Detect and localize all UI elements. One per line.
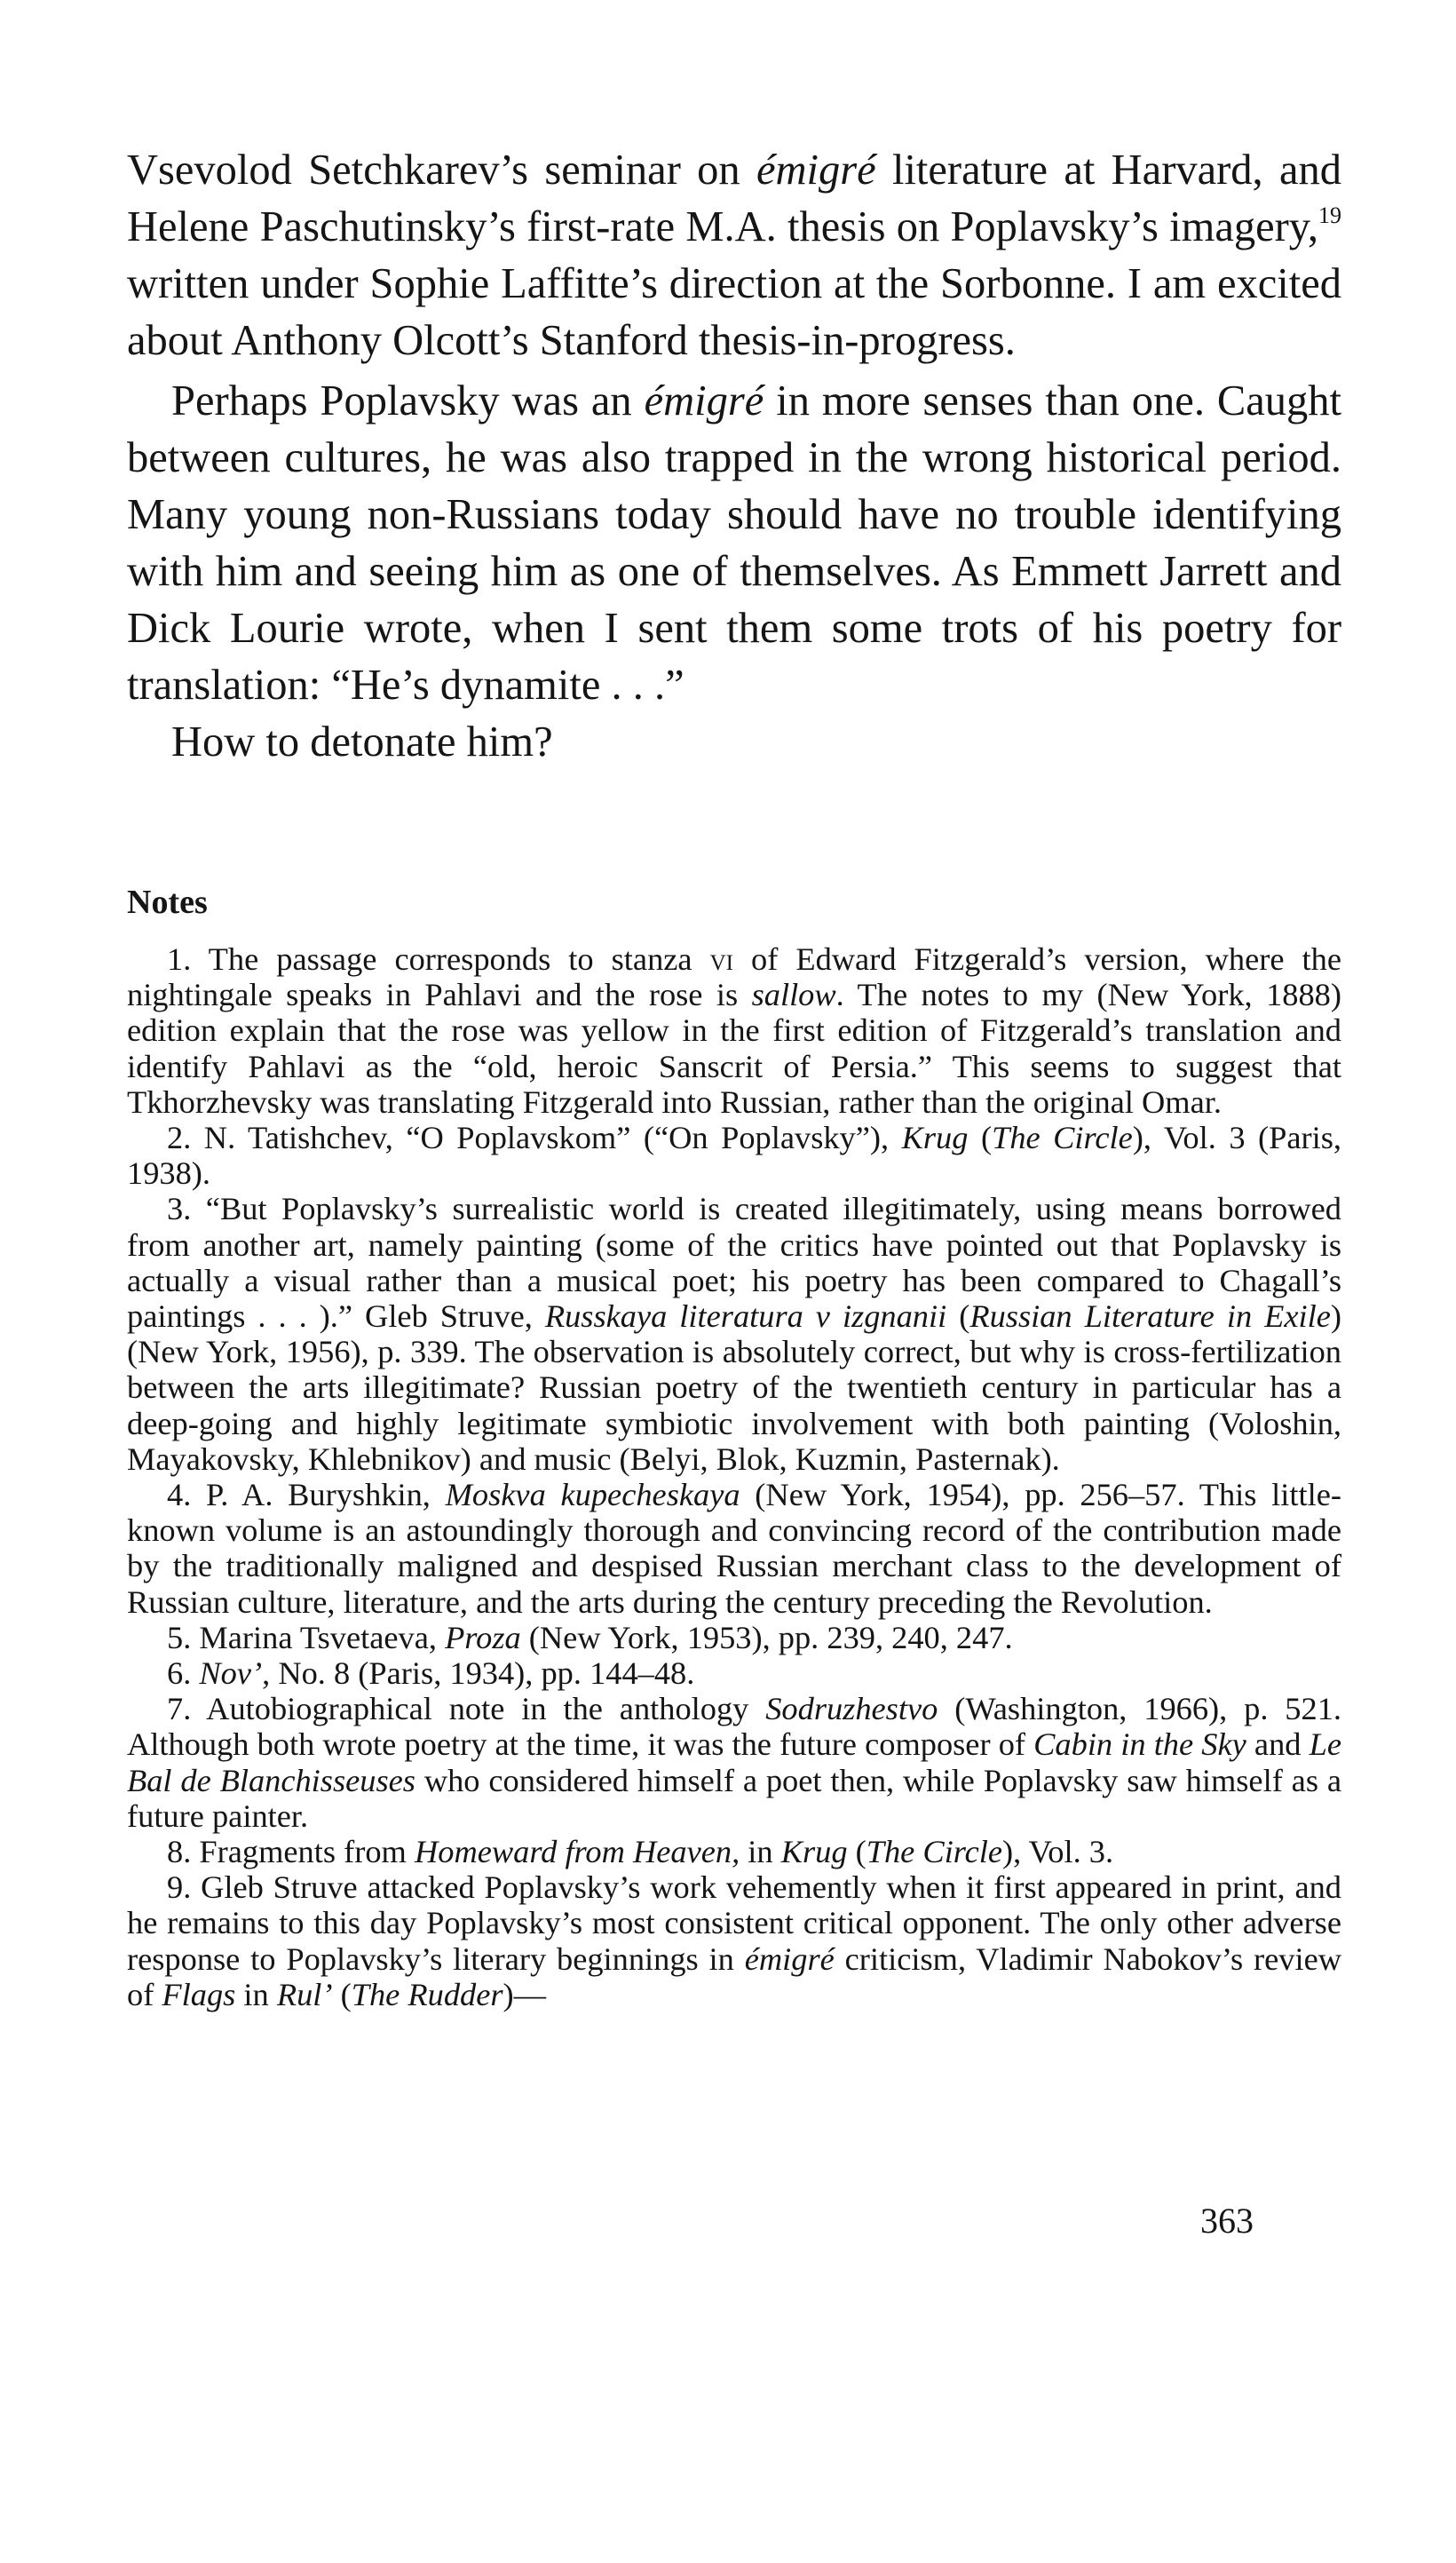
- italic-term: émigré: [756, 147, 876, 194]
- italic-title: Moskva kupecheskaya: [445, 1477, 740, 1513]
- italic-title: The Circle: [866, 1834, 1003, 1870]
- text-span: in: [235, 1976, 277, 2012]
- note-9: [127, 1869, 1341, 2012]
- italic-title: Nov’: [199, 1655, 263, 1692]
- text-span: 6.: [167, 1655, 200, 1692]
- paragraph-3: How to detonate him?: [171, 718, 553, 766]
- text-span: 4. P. A. Buryshkin,: [167, 1477, 446, 1513]
- text-span: who considered himself a poet then, while Poplavsky saw himself as a future painter.: [127, 1762, 1341, 1834]
- text-span: ), Vol. 3 (Paris, 1938).: [127, 1120, 1342, 1192]
- body-text: [127, 142, 1341, 771]
- text-span: 5. Marina Tsvetaeva,: [167, 1619, 446, 1655]
- text-span: 8. Fragments from: [167, 1834, 415, 1870]
- note-1: [127, 941, 1341, 1120]
- italic-term: émigré: [644, 377, 764, 425]
- text-span: 1. The passage corresponds to stanza: [167, 941, 710, 977]
- page-number: 363: [1200, 2201, 1254, 2241]
- italic-title: Krug: [901, 1120, 969, 1156]
- notes-list: [127, 941, 1341, 2012]
- text-span: Perhaps Poplavsky was an: [171, 377, 645, 425]
- italic-term: émigré: [744, 1940, 835, 1977]
- text-span: literature at Harvard, and Helene Paschutinsky’s first-rate M.A. thesis on Poplavsky’s imagery,: [127, 147, 1341, 250]
- italic-title: Homeward from Heaven,: [414, 1834, 740, 1870]
- text-span: (: [946, 1298, 970, 1335]
- text-span: (: [332, 1976, 352, 2012]
- notes-heading: Notes: [127, 884, 208, 921]
- italic-title: The Circle: [992, 1120, 1133, 1156]
- text-span: in: [740, 1834, 781, 1870]
- text-span: ), Vol. 3.: [1002, 1834, 1114, 1870]
- note-8: [127, 1834, 1341, 1869]
- note-3: [127, 1191, 1341, 1477]
- text-span: 9. Gleb Struve attacked Poplavsky’s work vehemently when it first appeared in print, and he remains to this day Poplavsky’s most consistent critical opponent. The only other adverse response to Poplavsky’s literary beginnings in: [127, 1869, 1341, 1977]
- note-4: [127, 1477, 1341, 1620]
- text-span: ) (New York, 1956), p. 339. The observation is absolutely correct, but why is cross-fertilization between the arts illegitimate? Russian poetry of the twentieth century in particular has a deep-going and highly legitimate symbiotic involvement with both painting (Voloshin, Mayakovsky, Khlebnikov) and music (Belyi, Blok, Kuzmin, Pasternak).: [127, 1298, 1342, 1477]
- note-2: [127, 1120, 1341, 1191]
- text-span: of Edward Fitzgerald’s version, where the nightingale speaks in Pahlavi and the rose is: [127, 941, 1341, 1013]
- text-span: (: [968, 1120, 993, 1156]
- footnote-ref: 19: [1318, 202, 1341, 228]
- italic-title: Sodruzhestvo: [765, 1691, 938, 1727]
- text-span: 7. Autobiographical note in the anthology: [167, 1691, 766, 1727]
- italic-title: The Rudder: [351, 1976, 503, 2012]
- text-span: written under Sophie Laffitte’s direction at the Sorbonne. I am excited about Anthony Olcott’s Stanford thesis-in-progress.: [127, 260, 1341, 364]
- text-span: and: [1246, 1726, 1310, 1763]
- note-6: [127, 1655, 1341, 1691]
- italic-title: Cabin in the Sky: [1033, 1726, 1246, 1763]
- italic-term: sallow: [751, 977, 836, 1013]
- text-span: . The notes to my (New York, 1888) edition explain that the rose was yellow in the first edition of Fitzgerald’s translation and identify Pahlavi as the “old, heroic Sanscrit of Persia.” This seems to suggest that Tkhorzhevsky was translating Fitzgerald into Russian, rather than the original Omar.: [127, 977, 1341, 1120]
- roman-numeral: vi: [709, 941, 733, 977]
- paragraph-1: [127, 142, 1341, 369]
- text-span: (Washington, 1966), p. 521. Although both wrote poetry at the time, it was the future composer of: [127, 1691, 1341, 1763]
- italic-title: Krug: [780, 1834, 848, 1870]
- italic-title: Le Bal de Blanchisseuses: [127, 1726, 1341, 1798]
- text-span: in more senses than one. Caught between cultures, he was also trapped in the wrong historical period. Many young non-Russians today should have no trouble identifying with him and seeing him as one of themselves. As Emmett Jarrett and Dick Lourie wrote, when I sent them some trots of his poetry for translation: “He’s dynamite . . .”: [127, 377, 1342, 709]
- paragraph-2: [127, 373, 1341, 714]
- text-span: 2. N. Tatishchev, “O Poplavskom” (“On Poplavsky”),: [167, 1120, 902, 1156]
- text-span: Vsevolod Setchkarev’s seminar on: [127, 147, 756, 194]
- text-span: , No. 8 (Paris, 1934), pp. 144–48.: [262, 1655, 695, 1692]
- italic-title: Russkaya literatura v izgnanii: [544, 1298, 947, 1335]
- italic-title: Proza: [445, 1619, 521, 1655]
- text-span: criticism, Vladimir Nabokov’s review of: [127, 1940, 1342, 2012]
- note-5: [127, 1620, 1341, 1655]
- italic-title: Flags: [162, 1976, 236, 2012]
- text-span: (New York, 1954), pp. 256–57. This little-known volume is an astoundingly thorough and convincing record of the contribution made by the traditionally maligned and despised Russian merchant class to the development of Russian culture, literature, and the arts during the century preceding the Revolution.: [127, 1477, 1341, 1620]
- text-span: (: [847, 1834, 866, 1870]
- text-span: )—: [502, 1976, 547, 2012]
- italic-title: Rul’: [276, 1976, 333, 2012]
- italic-title: Russian Literature in Exile: [969, 1298, 1331, 1335]
- text-span: (New York, 1953), pp. 239, 240, 247.: [520, 1619, 1013, 1655]
- text-span: 3. “But Poplavsky’s surrealistic world is created illegitimately, using means borrowed from another art, namely painting (some of the critics have pointed out that Poplavsky is actually a visual rather than a musical poet; his poetry has been compared to Chagall’s paintings . . . ).” Gleb Struve,: [127, 1191, 1341, 1335]
- note-7: [127, 1691, 1341, 1834]
